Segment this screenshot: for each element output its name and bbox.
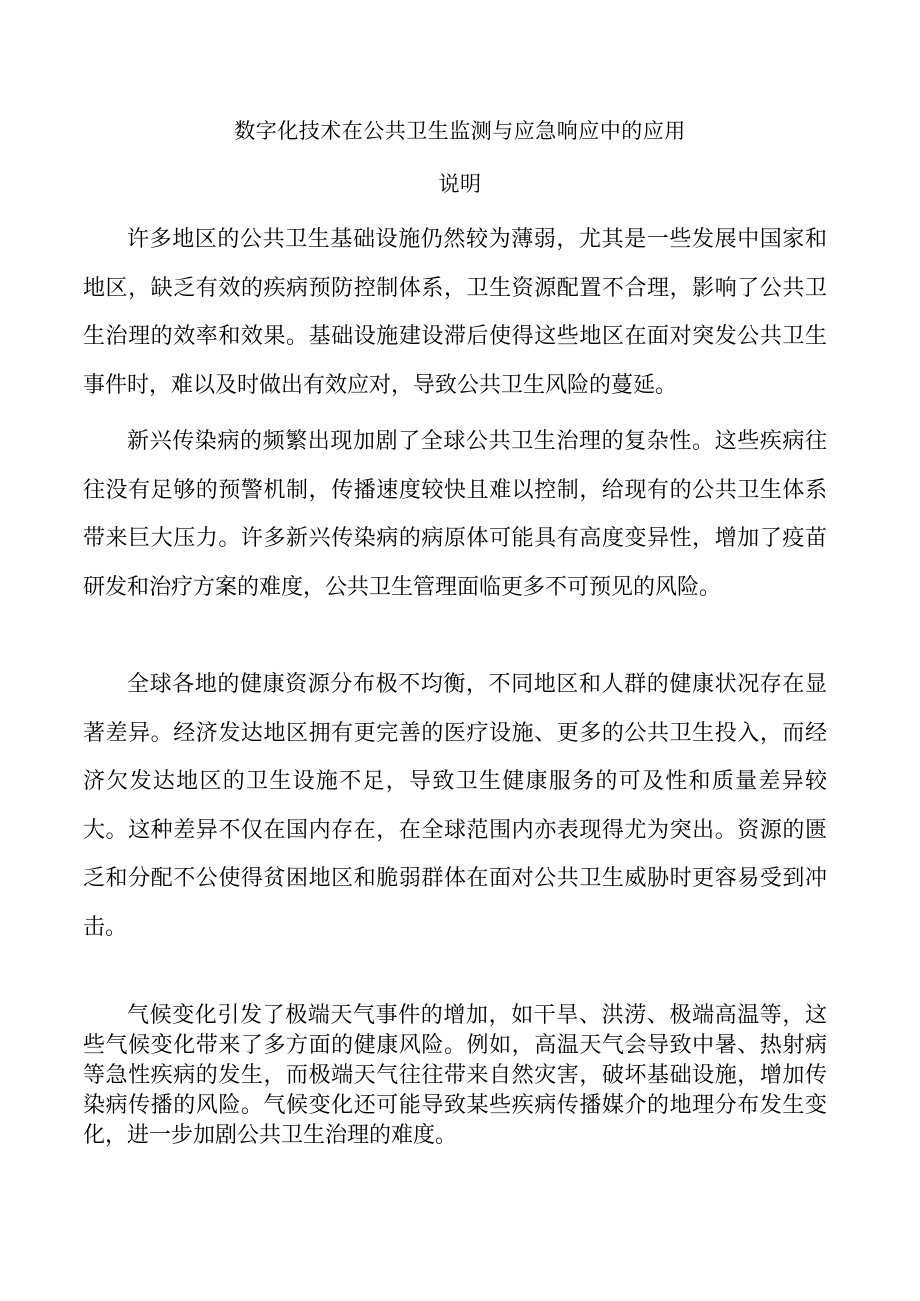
paragraph-climate-change: 气候变化引发了极端天气事件的增加，如干旱、洪涝、极端高温等，这些气候变化带来了多方面的健康风险。例如，高温天气会导致中暑、热射病等急性疾病的发生，而极端天气往往带来自然灾害，破坏基础设施，增加传染病传播的风险。气候变化还可能导致某些疾病传播媒介的地理分布发生变化，进一步加剧公共卫生治理的难度。: [83, 1003, 827, 1148]
paragraph-resource-inequality: 全球各地的健康资源分布极不均衡，不同地区和人群的健康状况存在显著差异。经济发达地区拥有更完善的医疗设施、更多的公共卫生投入，而经济欠发达地区的卫生设施不足，导致卫生健康服务的可及性和质量差异较大。这种差异不仅在国内存在，在全球范围内亦表现得尤为突出。资源的匮乏和分配不公使得贫困地区和脆弱群体在面对公共卫生威胁时更容易受到冲击。: [83, 672, 827, 940]
paragraph-emerging-diseases: 新兴传染病的频繁出现加剧了全球公共卫生治理的复杂性。这些疾病往往没有足够的预警机制，传播速度较快且难以控制，给现有的公共卫生体系带来巨大压力。许多新兴传染病的病原体可能具有高度变异性，增加了疫苗研发和治疗方案的难度，公共卫生管理面临更多不可预见的风险。: [83, 429, 827, 600]
paragraph-infrastructure: 许多地区的公共卫生基础设施仍然较为薄弱，尤其是一些发展中国家和地区，缺乏有效的疾病预防控制体系，卫生资源配置不合理，影响了公共卫生治理的效率和效果。基础设施建设滞后使得这些地区在面对突发公共卫生事件时，难以及时做出有效应对，导致公共卫生风险的蔓延。: [83, 227, 827, 398]
document-title: 数字化技术在公共卫生监测与应急响应中的应用: [234, 119, 686, 143]
document-subtitle: 说明: [438, 172, 482, 196]
